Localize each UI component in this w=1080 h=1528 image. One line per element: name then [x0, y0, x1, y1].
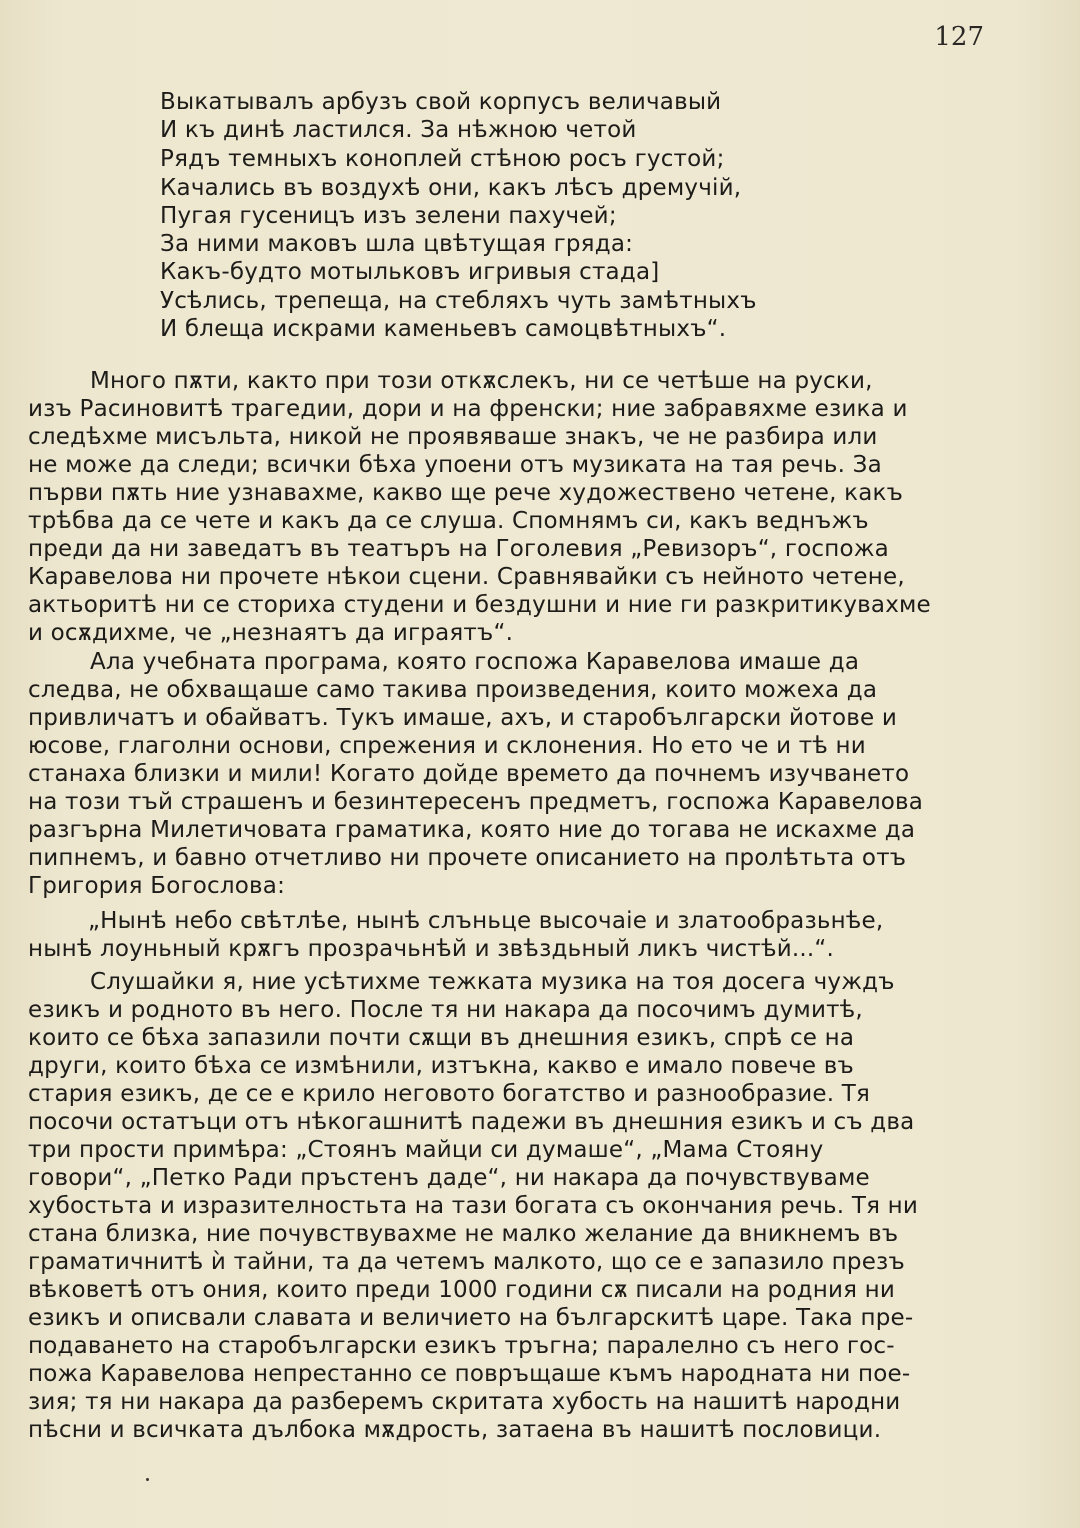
paragraph-line: първи пѫть ние узнавахме, какво ще рече художествено четене, какъ	[28, 480, 904, 506]
paragraph-line: Ала учебната програма, която госпожа Каравелова имаше да	[90, 649, 860, 675]
quote-line: нынѣ лоуньный крѫгъ прозрачьнѣй и звѣздьный ликъ чистѣй...“.	[28, 936, 835, 962]
paragraph-line: следва, не обхващаше само такива произведения, които можеха да	[28, 677, 878, 703]
poem-line: Какъ-будто мотыльковъ игривыя стада]	[160, 259, 660, 285]
paragraph-line: следѣхме мисъльта, никой не проявяваше знакъ, че не разбира или	[28, 424, 878, 450]
paragraph-line: не може да следи; всички бѣха упоени отъ музиката на тая речь. За	[28, 452, 882, 478]
paragraph-line: хубостьта и изразителностьта на тази богата съ окончания речь. Тя ни	[28, 1193, 919, 1219]
poem-line: Рядъ темныхъ коноплей стѣною росъ густой;	[160, 146, 725, 172]
paragraph-line: граматичнитѣ ѝ тайни, та да четемъ малкото, що се е запазило презъ	[28, 1249, 905, 1275]
paragraph-line: актьоритѣ ни се сториха студени и бездушни и ние ги разкритикувахме	[28, 592, 931, 618]
poem-line: Качались въ воздухѣ они, какъ лѣсъ дремучій,	[160, 175, 742, 201]
paragraph-line: говори“, „Петко Ради пръстенъ даде“, ни накара да почувствуваме	[28, 1165, 870, 1191]
paragraph-line: привличатъ и обайватъ. Тукъ имаше, ахъ, и старобългарски йотове и	[28, 705, 898, 731]
paragraph-line: Каравелова ни прочете нѣкои сцени. Сравнявайки съ нейното четене,	[28, 564, 905, 590]
poem-line: За ними маковъ шла цвѣтущая гряда:	[160, 231, 634, 257]
paragraph-line: вѣковетѣ отъ ония, които преди 1000 години сѫ писали на родния ни	[28, 1277, 896, 1303]
poem-line: Усѣлись, трепеща, на стебляхъ чуть замѣтныхъ	[160, 288, 757, 314]
paragraph-line: стана близка, ние почувствувахме не малко желание да вникнемъ въ	[28, 1221, 899, 1247]
paragraph-line: пѣсни и всичката дълбока мѫдрость, затаена въ нашитѣ пословици.	[28, 1417, 882, 1443]
poem-line: И блеща искрами каменьевъ самоцвѣтныхъ“.	[160, 316, 727, 342]
paragraph-line: пипнемъ, и бавно отчетливо ни прочете описанието на пролѣтьта отъ	[28, 845, 907, 871]
paragraph-line: юсове, глаголни основи, спрежения и склонения. Но ето че и тѣ ни	[28, 733, 866, 759]
paragraph-line: Слушайки я, ние усѣтихме тежката музика на тоя досега чуждъ	[90, 969, 895, 995]
poem-line: И къ динѣ ластился. За нѣжною четой	[160, 117, 637, 143]
paragraph-line: и осѫдихме, че „незнаятъ да играятъ“.	[28, 620, 514, 646]
paragraph-line: езикъ и описвали славата и величието на българскитѣ царе. Така пре-	[28, 1305, 914, 1331]
paragraph-line: три прости примѣра: „Стоянъ майци си думаше“, „Мама Стояну	[28, 1137, 824, 1163]
paragraph-line: на този тъй страшенъ и безинтересенъ предметъ, госпожа Каравелова	[28, 789, 924, 815]
paragraph-line: Много пѫти, както при този откѫслекъ, ни се четѣше на руски,	[90, 368, 873, 394]
paragraph-line: станаха близки и мили! Когато дойде времето да почнемъ изучването	[28, 761, 910, 787]
page-number: 127	[934, 22, 984, 52]
paragraph-line: които се бѣха запазили почти сѫщи въ днешния езикъ, спрѣ се на	[28, 1025, 855, 1051]
poem-line: Выкатывалъ арбузъ свой корпусъ величавый	[160, 89, 722, 115]
paragraph-line: трѣбва да се чете и какъ да се слуша. Спомнямъ си, какъ веднъжъ	[28, 508, 869, 534]
paragraph-line: разгърна Милетичовата граматика, която ние до тогава не искахме да	[28, 817, 916, 843]
paragraph-line: пожа Каравелова непрестанно се повръщаше къмъ народната ни поe-	[28, 1361, 911, 1387]
paragraph-line: други, които бѣха се измѣнили, изтъкна, какво е имало повече въ	[28, 1053, 854, 1079]
paragraph-line: посочи остатъци отъ нѣкогашнитѣ падежи въ днешния езикъ и съ два	[28, 1109, 915, 1135]
quote-line: „Нынѣ небо свѣтлѣе, нынѣ слъньце высочаіе и златообразьнѣе,	[88, 908, 884, 934]
paragraph-line: езикъ и родното въ него. После тя ни накара да посочимъ думитѣ,	[28, 997, 863, 1023]
paragraph-line: преди да ни заведатъ въ театъръ на Гоголевия „Ревизоръ“, госпожа	[28, 536, 889, 562]
paragraph-line: изъ Расиновитѣ трагедии, дори и на френски; ние забравяхме езика и	[28, 396, 908, 422]
paragraph-line: Григория Богослова:	[28, 873, 286, 899]
paragraph-line: стария езикъ, де се е крило неговото богатство и разнообразие. Тя	[28, 1081, 871, 1107]
poem-line: Пугая гусеницъ изъ зелени пахучей;	[160, 203, 617, 229]
paragraph-line: подаването на старобългарски езикъ тръгна; паралелно съ него гос-	[28, 1333, 895, 1359]
ink-speck	[146, 1478, 149, 1481]
paragraph-line: зия; тя ни накара да разберемъ скритата хубость на нашитѣ народни	[28, 1389, 901, 1415]
